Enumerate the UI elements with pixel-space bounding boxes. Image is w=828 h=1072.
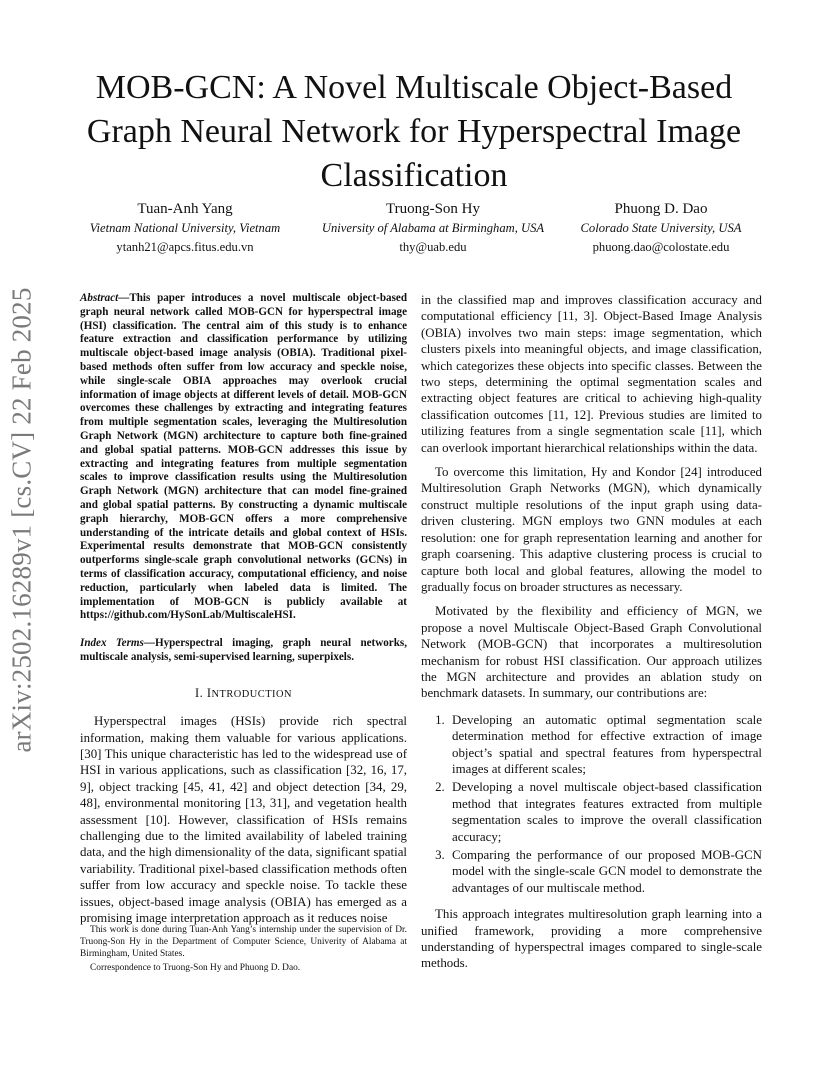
author-name: Phuong D. Dao <box>614 201 708 217</box>
index-terms <box>80 637 407 665</box>
author-email: ytanh21@apcs.fitus.edu.vn <box>116 240 254 254</box>
author-email: phuong.dao@colostate.edu <box>592 240 730 254</box>
footnote-correspondence: Correspondence to Truong-Son Hy and Phuong D. Dao. <box>90 963 301 973</box>
intro-paragraph-motivation: Motivated by the flexibility and efficiency of MGN, we propose a novel Multiscale Object-Based Graph Convolutional Network (MOB-GCN) that incorporates a multiresolution mechanism for robust HSI classification. Our approach utilizes the MGN architecture and provides an ablation study on benchmark datasets. In summary, our contributions are: <box>421 604 762 701</box>
intro-paragraph-1: Hyperspectral images (HSIs) provide rich spectral information, making them valuable for various applications. [30] This unique characteristic has led to the widespread use of HSI in various applications, such as classification [32, 16, 17, 9], object tracking [45, 41, 42] and object detection [34, 29, 48], environmental monitoring [13, 31], and vegetation health assessment [10]. However, classification of HSIs remains challenging due to the limited availability of labeled training data, and the high dimensionality of the data, significant spatial variability. Traditional pixel-based classification methods often suffer from low accuracy and speckle noise. To tackle these issues, object-based image analysis (OBIA) has emerged as a promising image interpretation approach as it reduces noise <box>80 714 407 925</box>
index-terms-text: Hyperspectral imaging, graph neural networks, multiscale analysis, semi-supervised learning, superpixels. <box>80 637 407 663</box>
section-heading-introduction <box>80 685 407 703</box>
author-2 <box>306 200 560 257</box>
left-column <box>80 292 407 926</box>
contribution-item: 1. Developing an automatic optimal segmentation scale determination method for effective extraction of image object’s spatial and spectral features from hyperspectral images at different scales; <box>448 712 762 778</box>
abstract-label: Abstract— <box>80 292 130 304</box>
footnotes <box>80 924 407 974</box>
author-affiliation: Colorado State University, USA <box>580 221 742 235</box>
contributions-list <box>421 712 762 896</box>
contribution-item: 3. Comparing the performance of our proposed MOB-GCN model with the single-scale GCN model to demonstrate the advantages of our multiscale method. <box>448 847 762 896</box>
author-3 <box>566 200 756 257</box>
right-column <box>421 292 762 972</box>
paper-title: MOB-GCN: A Novel Multiscale Object-Based Graph Neural Network for Hyperspectral Image Classification <box>86 69 742 194</box>
section-initial: I <box>206 685 212 700</box>
abstract-text: This paper introduces a novel multiscale object-based graph neural network called MOB-GCN for hyperspectral image (HSI) classification. The central aim of this study is to enhance feature extraction and classification performance by utilizing multiscale object-based image analysis (OBIA). Traditional pixel-based methods often suffer from low accuracy and speckle noise, while single-scale OBIA approaches may overlook crucial information of image objects at different levels of detail. MOB-GCN overcomes these challenges by extracting and integrating features from multiple segmentation scales, leveraging the Multiresolution Graph Network (MGN) architecture to capture both fine-grained and global spatial patterns. MOB-GCN addresses this issue by extracting and integrating features from multiple segmentation scales to improve classification results using the Multiresolution Graph Network (MGN) architecture that can model fine-grained and global spatial patterns. By constructing a dynamic multiscale graph hierarchy, MOB-GCN offers a more comprehensive understanding of the intricate details and global context of HSIs. Experimental results demonstrate that MOB-GCN consistently outperforms single-scale graph convolutional networks (GCNs) in terms of classification accuracy, computational efficiency, and noise reduction, particularly when labeled data is limited. The implementation of MOB-GCN is publicly available at https://github.com/HySonLab/MultiscaleHSI. <box>80 292 407 622</box>
index-terms-label: Index Terms— <box>80 637 155 650</box>
intro-paragraph-mgn: To overcome this limitation, Hy and Kondor [24] introduced Multiresolution Graph Networks (MGN), which dynamically construct multiple resolutions of the input graph using data-driven clustering. MGN employs two GNN modules at each resolution: one for graph representation learning and another for graph coarsening. This adaptive clustering process is crucial to capture both local and global features, allowing the model to gradually focus on broader structures as necessary. <box>421 465 762 594</box>
intro-paragraph-closing: This approach integrates multiresolution graph learning into a unified framework, providing a more comprehensive understanding of hyperspectral images compared to single-scale methods. <box>421 907 762 971</box>
arxiv-identifier: arXiv:2502.16289v1 [cs.CV] 22 Feb 2025 <box>6 287 37 753</box>
author-name: Truong-Son Hy <box>385 201 481 217</box>
author-1 <box>80 200 290 257</box>
author-affiliation: Vietnam National University, Vietnam <box>89 221 281 235</box>
abstract <box>80 292 407 623</box>
contribution-item: 2. Developing a novel multiscale object-based classification method that integrates features extracted from multiple segmentation scales to improve the overall classification accuracy; <box>448 779 762 845</box>
footnote-internship: This work is done during Tuan-Anh Yang’s internship under the supervision of Dr. Truong-Son Hy in the Department of Computer Science, Univerity of Alabama at Birmingham, United States. <box>80 925 407 959</box>
section-numeral: I. <box>194 685 204 700</box>
author-affiliation: University of Alabama at Birmingham, USA <box>321 221 545 235</box>
section-title-rest: NTRODUCTION <box>211 688 293 700</box>
author-email: thy@uab.edu <box>399 240 467 254</box>
author-name: Tuan-Anh Yang <box>137 201 233 217</box>
intro-paragraph-continued: in the classified map and improves classification accuracy and computational efficiency [11, 3]. Object-Based Image Analysis (OBIA) involves two main steps: image segmentation, which clusters pixels into meaningful objects, and image classification, which categorizes these objects into specific classes. Between the two steps, determining the optimal segmentation scales and extracting object features are critical to achieving high-quality classification outcomes [11, 12]. Previous studies are limited to utilizing features from a single segmentation scale [11], which can overlook important hierarchical relationships within the data. <box>421 293 762 455</box>
